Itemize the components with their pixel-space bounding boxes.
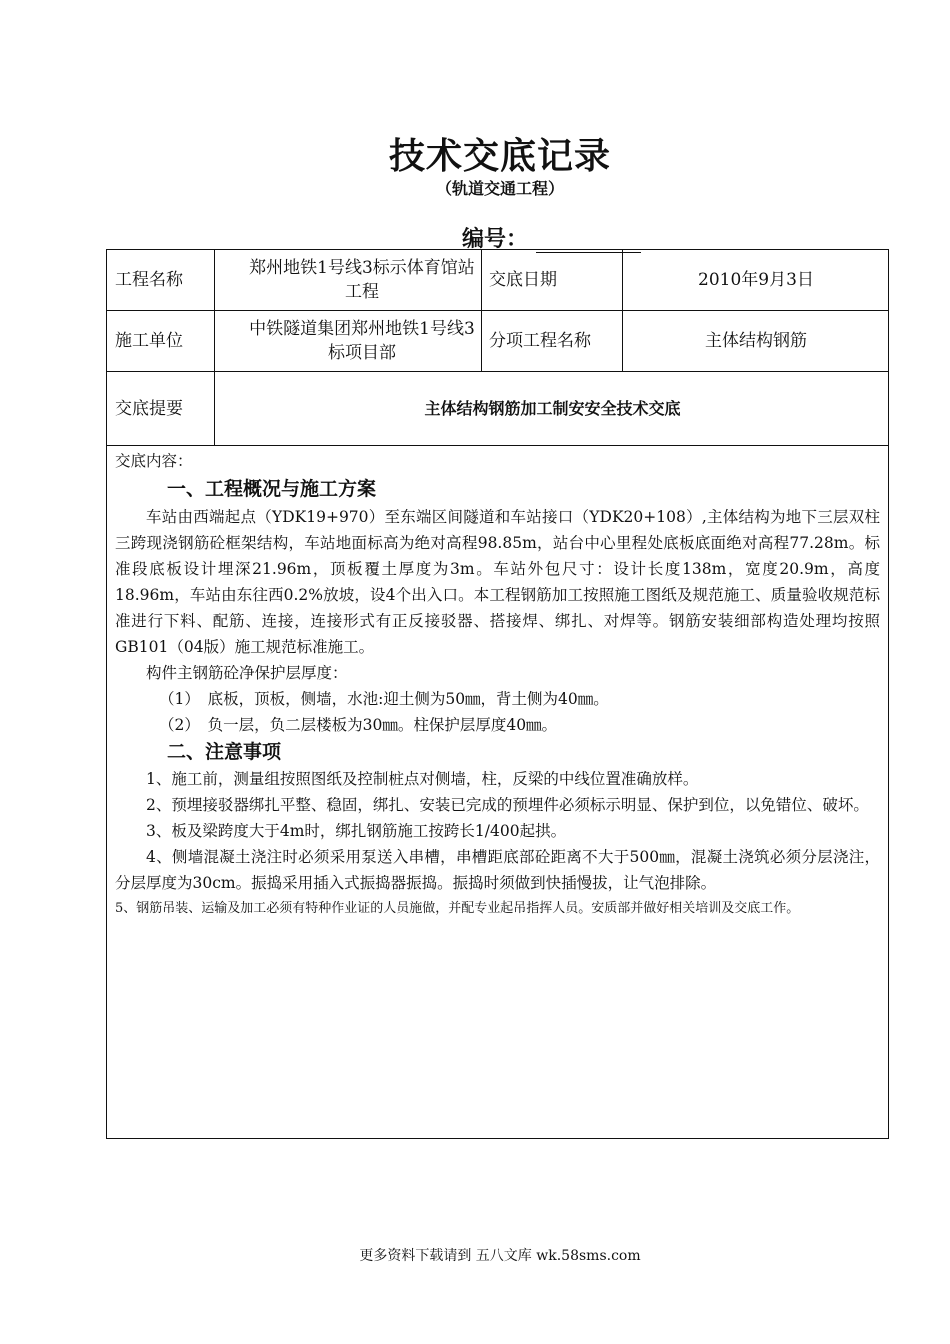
- section-2-title: 二、注意事项: [167, 741, 282, 763]
- note-2: 2、预埋接驳器绑扎平整、稳固，绑扎、安装已完成的预埋件必须标示明显、保护到位，以免错位、破坏。: [146, 796, 869, 814]
- content-label: 交底内容：: [115, 452, 193, 470]
- row-divider-3: [107, 445, 888, 446]
- note-4: 4、侧墙混凝土浇注时必须采用泵送入串槽，串槽距底部砼距离不大于500㎜，混凝土浇筑必须分层浇注，分层厚度为30cm。振捣采用插入式振捣器振捣。振捣时须做到快插慢拔，让气泡排除。: [115, 848, 880, 892]
- note-5: 5、钢筋吊装、运输及加工必须有特种作业证的人员施做，并配专业起吊指挥人员。安质部并做好相关培训及交底工作。: [115, 901, 800, 916]
- record-table: [106, 249, 889, 1139]
- sub-project-label: 分项工程名称: [489, 331, 591, 351]
- section-1-paragraph-2: 构件主钢筋砼净保护层厚度：: [146, 664, 348, 682]
- document-title: 技术交底记录: [388, 136, 611, 177]
- cover-item-2: （2） 负一层，负二层楼板为30㎜。柱保护层厚度40㎜。: [159, 716, 558, 734]
- unit-label: 施工单位: [115, 331, 183, 351]
- cover-item-1: （1） 底板，顶板，侧墙，水池:迎土侧为50㎜，背土侧为40㎜。: [159, 690, 609, 708]
- footer-text: 更多资料下载请到 五八文库 wk.58sms.com: [359, 1248, 641, 1264]
- section-1-paragraph-1: 车站由西端起点（YDK19+970）至东端区间隧道和车站接口（YDK20+108）,主体结构为地下三层双柱三跨现浇钢筋砼框架结构，车站地面标高为绝对高程98.85m，站台中心里程处底板底面绝对高程77.28m。标准段底板设计埋深21.96m，顶板覆土厚度为3m。车站外包尺寸：设计长度138m，宽度20.9m，高度18.96m，车站由东往西0.2%放坡，设4个出入口。本工程钢筋加工按照施工图纸及规范施工、质量验收规范标准进行下料、配筋、连接，连接形式有正反接驳器、搭接焊、绑扎、对焊等。钢筋安装细部构造处理均按照GB101（04版）施工规范标准施工。: [115, 508, 880, 656]
- date-value: 2010年9月3日: [698, 270, 814, 290]
- summary-value: 主体结构钢筋加工制安安全技术交底: [424, 398, 681, 418]
- content-area: [107, 448, 888, 922]
- note-3: 3、板及梁跨度大于4m时，绑扎钢筋施工按跨长1/400起拱。: [146, 822, 567, 840]
- code-label: 编号：: [462, 227, 529, 252]
- unit-value: 中铁隧道集团郑州地铁1号线3标项目部: [249, 319, 475, 363]
- date-label: 交底日期: [489, 270, 557, 290]
- document-subtitle: （轨道交通工程）: [435, 179, 564, 198]
- project-name-value: 郑州地铁1号线3标示体育馆站工程: [249, 258, 475, 302]
- summary-label: 交底提要: [115, 398, 183, 419]
- project-name-label: 工程名称: [115, 270, 183, 290]
- section-1-title: 一、工程概况与施工方案: [167, 478, 377, 500]
- note-1: 1、施工前，测量组按照图纸及控制桩点对侧墙，柱，反梁的中线位置准确放样。: [146, 770, 699, 788]
- sub-project-value: 主体结构钢筋: [705, 331, 807, 351]
